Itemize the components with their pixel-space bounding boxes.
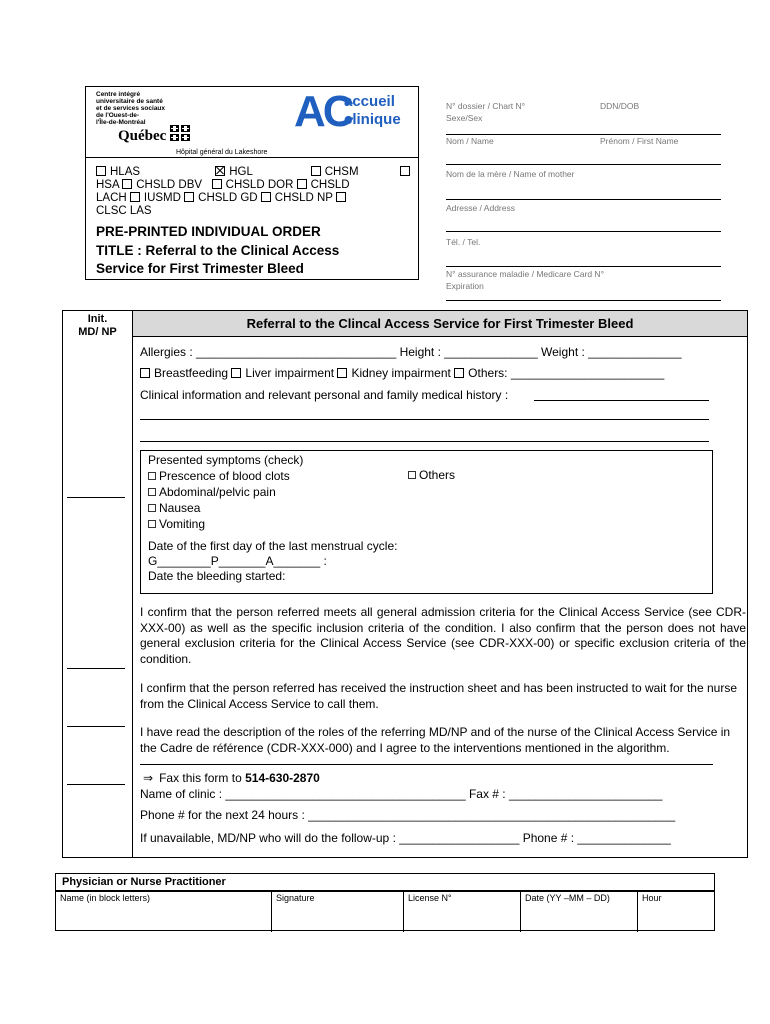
symptom-vomiting[interactable]: Vomiting: [148, 516, 290, 532]
followup-line[interactable]: If unavailable, MD/NP who will do the follow-up : __________________ Phone # : ______________: [140, 831, 671, 845]
signature-cell[interactable]: Signature: [272, 892, 404, 933]
signature-table: [56, 891, 714, 932]
checkbox-chsld-np[interactable]: [336, 192, 346, 202]
checkbox-chsld-dbv[interactable]: [212, 179, 222, 189]
menstrual-info: Date of the first day of the last menstrual cycle: G________P_______A_______ : Date the bleeding started:: [148, 539, 398, 583]
symptom-abdominal-pain[interactable]: Abdominal/pelvic pain: [148, 484, 290, 500]
checkbox-extra[interactable]: [400, 166, 410, 176]
init-column-header: Init. MD/ NP: [78, 313, 117, 338]
institution-name: Centre intégré universitaire de santé et de services sociaux de l'Ouest-de- l'Île-de-Montréal: [96, 91, 166, 126]
quebec-logo: Québec: [118, 125, 190, 145]
patient-chart-field[interactable]: N° dossier / Chart N° Sexe/Sex DDN/DOB: [446, 100, 721, 135]
signature-title: Physician or Nurse Practitioner: [56, 874, 714, 891]
checkbox-blood-clots[interactable]: [148, 472, 156, 480]
checkbox-iusmd[interactable]: [184, 192, 194, 202]
order-header-box: [85, 86, 419, 280]
license-cell[interactable]: License N°: [404, 892, 521, 933]
site-row-4: CLSC LAS: [96, 205, 152, 217]
checkbox-chsm[interactable]: [311, 166, 321, 176]
signature-block: [55, 873, 715, 931]
checkbox-vomiting[interactable]: [148, 520, 156, 528]
hour-cell[interactable]: Hour: [638, 892, 715, 933]
checkbox-chsld-dor[interactable]: [297, 179, 307, 189]
site-row-1: HLAS HGL CHSM: [96, 166, 414, 179]
confirmation-instructions: I confirm that the person referred has received the instruction sheet and has been instructed to wait for the nurse from the Clinical Access Service to call them.: [140, 681, 737, 711]
site-row-3: LACH IUSMD CHSLD GD CHSLD NP: [96, 192, 414, 205]
arrow-right-icon: ⇒: [143, 771, 154, 785]
order-title: PRE-PRINTED INDIVIDUAL ORDER TITLE : Referral to the Clinical Access Service for First Trimester Bleed: [96, 224, 340, 276]
checkbox-symptom-others[interactable]: [408, 471, 416, 479]
mother-name-field[interactable]: Nom de la mère / Name of mother: [446, 168, 721, 200]
checkbox-chsld-gd[interactable]: [261, 192, 271, 202]
fax-instruction: ⇒ Fax this form to 514-630-2870: [143, 771, 320, 785]
site-row-2: HSA CHSLD DBV CHSLD DOR CHSLD: [96, 179, 350, 191]
init-line-1[interactable]: [67, 497, 125, 498]
allergies-line[interactable]: Allergies : ______________________________ Height : ______________ Weight : ______________: [140, 345, 682, 359]
name-cell[interactable]: Name (in block letters): [56, 892, 272, 933]
symptom-blood-clots[interactable]: Prescence of blood clots: [148, 468, 290, 484]
confirmation-roles: I have read the description of the roles of the referring MD/NP and of the nurse of the Clinical Access Service in the Cadre de référence (CDR-XXX-000) and I agree to the interventions mentioned in the algorithm.: [140, 725, 731, 755]
checkbox-hlas[interactable]: [96, 166, 106, 176]
checkbox-nausea[interactable]: [148, 504, 156, 512]
tel-field[interactable]: Tél. / Tel.: [446, 236, 721, 267]
clinical-info-label: Clinical information and relevant personal and family medical history :: [140, 388, 509, 402]
checkbox-lach[interactable]: [130, 192, 140, 202]
form-title-bar: [133, 311, 747, 337]
symptom-others[interactable]: Others: [408, 468, 455, 482]
confirmation-criteria: I confirm that the person referred meets all general admission criteria for the Clinical Access Service (see CDR-XXX-00) as well as the specific inclusion criteria of the condition. I also confirm that the person does not have general exclusion criteria for the Clinical Access Service (see CDR-XXX-00) or specific exclusion criteria of the condition.: [140, 605, 746, 666]
checkbox-liver-impairment[interactable]: [231, 368, 241, 378]
init-line-2[interactable]: [67, 668, 125, 669]
site-checkboxes: [96, 166, 414, 218]
header-divider: [86, 157, 418, 158]
checkbox-abdominal-pain[interactable]: [148, 488, 156, 496]
address-field[interactable]: Adresse / Address: [446, 202, 721, 232]
accueil-clinique-logo: AC accueil clinique: [294, 87, 401, 136]
symptoms-title: Presented symptoms (check): [148, 453, 304, 467]
checkbox-others[interactable]: [454, 368, 464, 378]
clinical-info-line-1[interactable]: [140, 419, 709, 420]
fax-number: 514-630-2870: [245, 771, 320, 785]
symptom-nausea[interactable]: Nausea: [148, 500, 290, 516]
clinical-info-line-0[interactable]: [534, 400, 709, 401]
patient-name-field[interactable]: Nom / Name Prénom / First Name: [446, 135, 721, 165]
init-line-4[interactable]: [67, 784, 125, 785]
checkbox-hsa[interactable]: [122, 179, 132, 189]
column-divider: [132, 310, 133, 858]
date-cell[interactable]: Date (YY –MM – DD): [521, 892, 638, 933]
clinical-info-line-2[interactable]: [140, 441, 709, 442]
phone-24h-line[interactable]: Phone # for the next 24 hours : _______________________________________________________: [140, 808, 676, 822]
checkbox-hgl[interactable]: [215, 166, 225, 176]
hospital-name: Hôpital général du Lakeshore: [176, 149, 268, 156]
fleur-de-lis-flag-icon: [170, 125, 190, 141]
medicare-field[interactable]: N° assurance maladie / Medicare Card N° Expiration: [446, 268, 721, 301]
checkbox-breastfeeding[interactable]: [140, 368, 150, 378]
form-title: Referral to the Clincal Access Service for First Trimester Bleed: [246, 316, 634, 331]
checkbox-kidney-impairment[interactable]: [337, 368, 347, 378]
clinic-line[interactable]: Name of clinic : ____________________________________ Fax # : _______________________: [140, 787, 663, 801]
symptoms-list: [148, 468, 290, 532]
init-line-3[interactable]: [67, 726, 125, 727]
conditions-row: Breastfeeding Liver impairment Kidney impairment Others: _______________________: [140, 366, 664, 380]
section-divider: [140, 764, 713, 765]
